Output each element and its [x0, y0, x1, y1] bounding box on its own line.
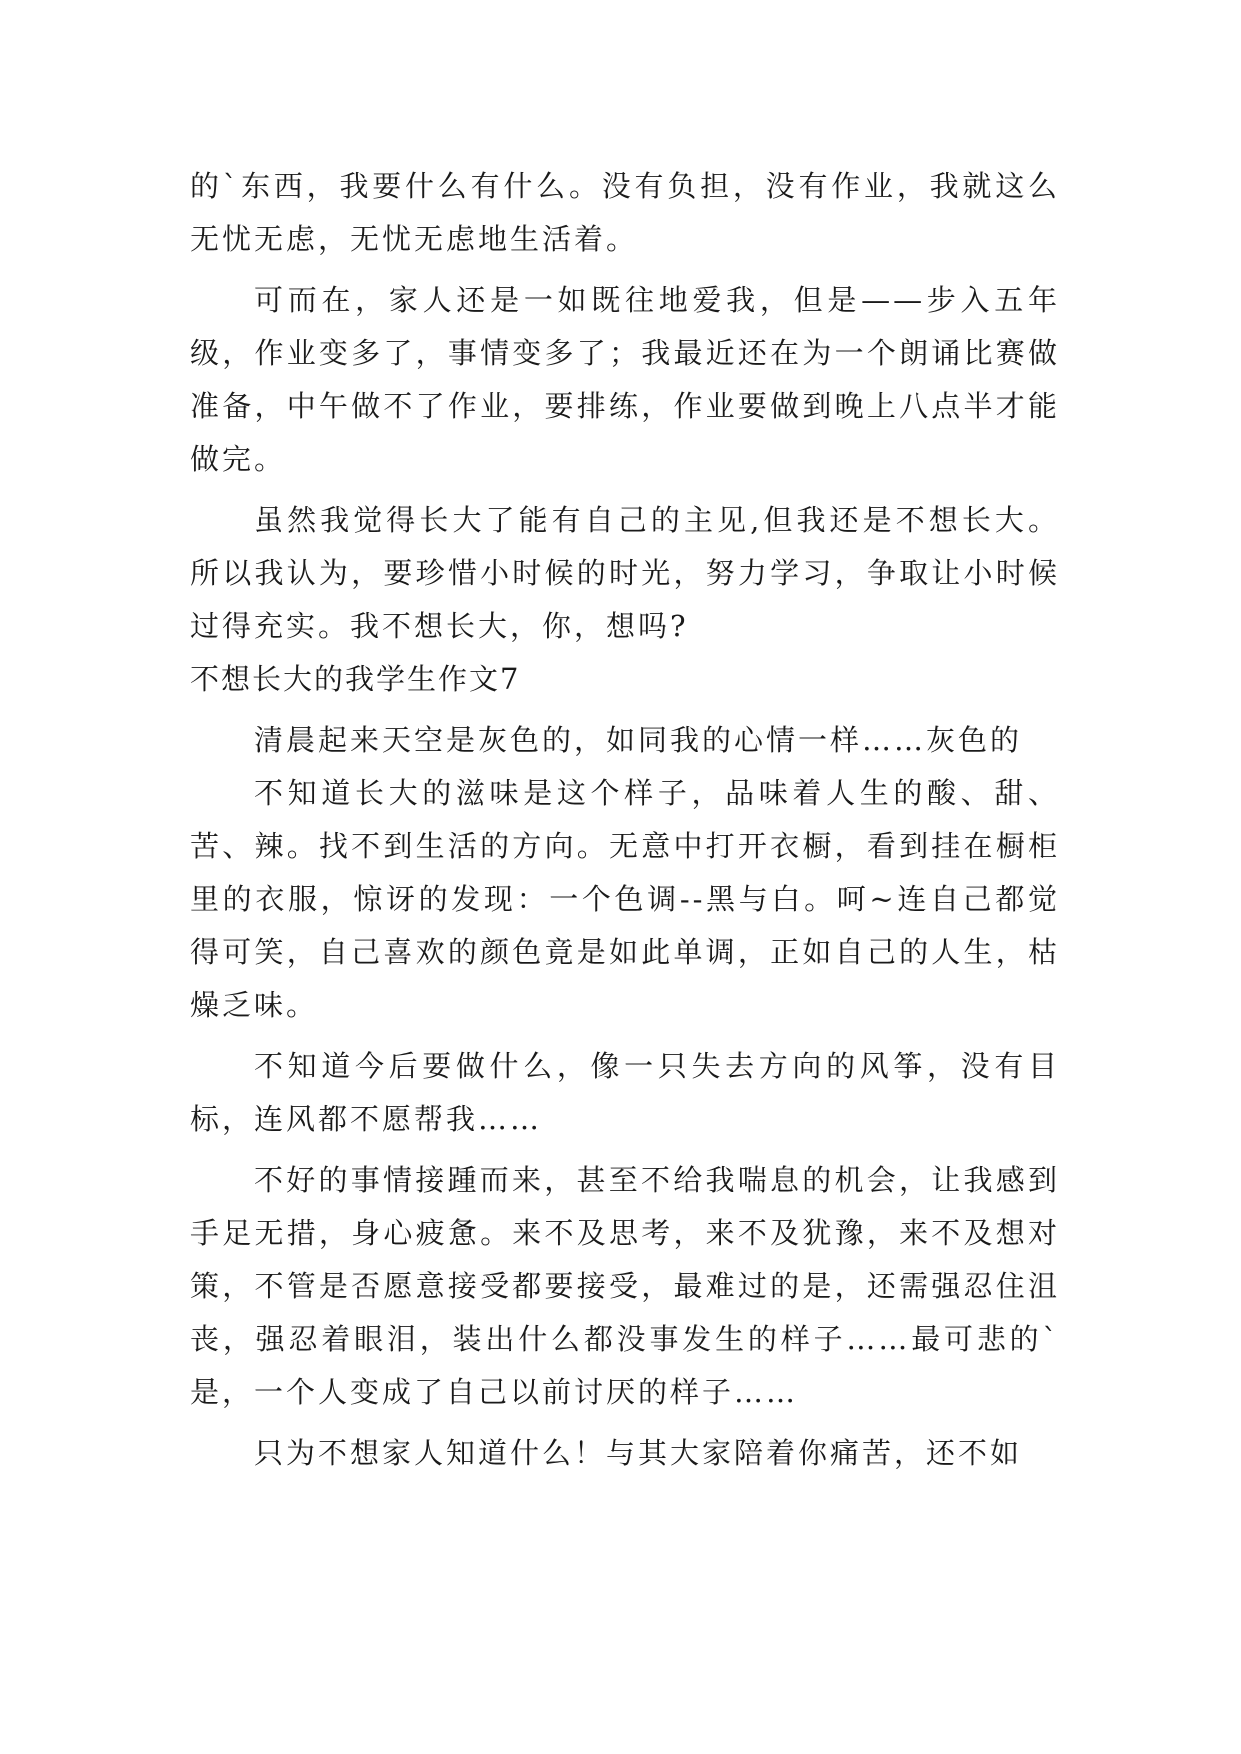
paragraph-5: 不知道长大的滋味是这个样子，品味着人生的酸、甜、苦、辣。找不到生活的方向。无意中打开衣橱，看到挂在橱柜里的衣服，惊讶的发现：一个色调--黑与白。呵~连自己都觉得可笑，自己喜欢的颜色竟是如此单调，正如自己的人生，枯燥乏味。: [190, 776, 1060, 1022]
section-heading: 不想长大的我学生作文7: [190, 662, 521, 696]
paragraph-7: 不好的事情接踵而来，甚至不给我喘息的机会，让我感到手足无措，身心疲惫。来不及思考，来不及犹豫，来不及想对策，不管是否愿意接受都要接受，最难过的是，还需强忍住沮丧，强忍着眼泪，装出什么都没事发生的样子……最可悲的`是，一个人变成了自己以前讨厌的样子……: [190, 1163, 1060, 1409]
paragraph-3: 虽然我觉得长大了能有自己的主见,但我还是不想长大。所以我认为，要珍惜小时候的时光，努力学习，争取让小时候过得充实。我不想长大，你，想吗?: [190, 503, 1060, 643]
paragraph-4: 清晨起来天空是灰色的，如同我的心情一样……灰色的: [254, 723, 1023, 757]
paragraph-1: 的`东西，我要什么有什么。没有负担，没有作业，我就这么无忧无虑，无忧无虑地生活着。: [190, 169, 1060, 256]
paragraph-2: 可而在，家人还是一如既往地爱我，但是——步入五年级，作业变多了，事情变多了；我最近还在为一个朗诵比赛做准备，中午做不了作业，要排练，作业要做到晚上八点半才能做完。: [190, 283, 1060, 476]
paragraph-6: 不知道今后要做什么，像一只失去方向的风筝，没有目标，连风都不愿帮我……: [190, 1049, 1060, 1136]
document-body: [190, 160, 1060, 1480]
paragraph-8: 只为不想家人知道什么！与其大家陪着你痛苦，还不如: [254, 1436, 1023, 1470]
